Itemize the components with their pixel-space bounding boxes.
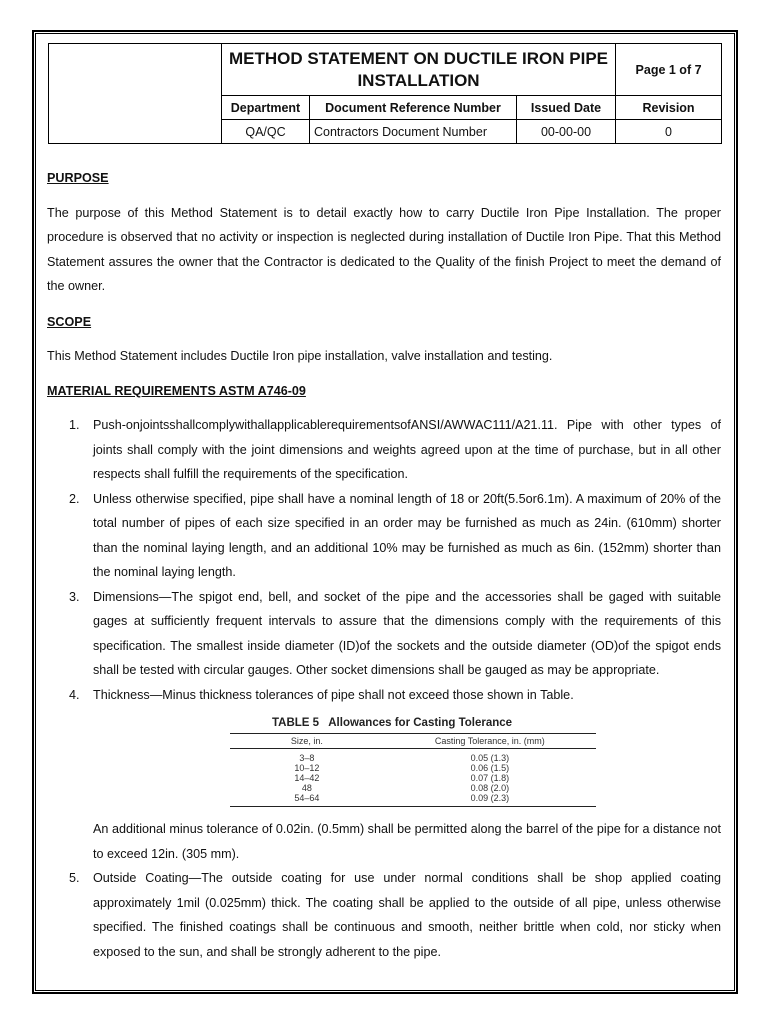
table-title: Allowances for Casting Tolerance xyxy=(328,717,513,729)
list-item-text: Outside Coating—The outside coating for use under normal conditions shall be shop applied coating approximately 1mil (0.025mm) thick. The coating shall be applied to the outside of all pipe, unless otherwise specified. The finished coatings shall be continuous and smooth, neither brittle when cold, nor sticky when exposed to the sun, and shall be strongly adherent to the pipe. xyxy=(93,871,721,959)
table-cell-size: 3–8 xyxy=(299,753,315,763)
table-col-tolerance: Casting Tolerance, in. (mm) xyxy=(384,734,596,749)
list-item xyxy=(47,866,721,964)
table-row xyxy=(230,783,596,793)
document-header xyxy=(48,43,721,143)
table-row xyxy=(230,793,596,807)
table-cell-size: 10–12 xyxy=(294,763,320,773)
table-row xyxy=(230,773,596,783)
list-item-text: Push-onjointsshallcomplywithallapplicablerequirementsofANSI/AWWAC111/A21.11. Pipe with other types of joints shall comply with the joint dimensions and weights agreed upon at the time of purchase, but in all other respects shall fulfill the requirements of the specification. xyxy=(93,418,721,481)
list-item-number: 5. xyxy=(69,871,80,885)
table-cell-tolerance: 0.05 (1.3) xyxy=(470,753,510,763)
requirements-list-continued xyxy=(47,866,721,964)
tolerance-table-grid xyxy=(230,733,596,807)
issued-date-value: 00-00-00 xyxy=(517,120,616,144)
list-item xyxy=(47,413,721,487)
header-col-department: Department xyxy=(222,96,310,120)
table-cell-tolerance: 0.06 (1.5) xyxy=(470,763,510,773)
purpose-heading: PURPOSE xyxy=(47,171,109,185)
list-item xyxy=(47,585,721,683)
header-table xyxy=(48,43,722,144)
list-item-number: 3. xyxy=(69,589,80,604)
list-item xyxy=(47,487,721,585)
table-cell-tolerance: 0.09 (2.3) xyxy=(384,793,596,807)
purpose-text: The purpose of this Method Statement is to detail exactly how to carry Ductile Iron Pipe Installation. The proper procedure is observed that no activity or inspection is neglected during installation of Ductile Iron Pipe. That this Method Statement assures the owner that the Contractor is dedicated to the Quality of the finish Project to meet the demand of the owner. xyxy=(47,205,721,293)
revision-value: 0 xyxy=(616,120,722,144)
table-col-size: Size, in. xyxy=(230,734,384,749)
header-col-issued-date: Issued Date xyxy=(517,96,616,120)
table-cell-size: 48 xyxy=(301,783,312,793)
table-cell-size: 14–42 xyxy=(294,773,320,783)
table-cell-tolerance: 0.08 (2.0) xyxy=(470,783,510,793)
document-title: METHOD STATEMENT ON DUCTILE IRON PIPE INSTALLATION xyxy=(222,44,616,96)
materials-heading: MATERIAL REQUIREMENTS ASTM A746-09 xyxy=(47,383,306,398)
table-cell-size: 54–64 xyxy=(230,793,384,807)
table-row xyxy=(230,749,596,764)
document-body xyxy=(47,166,721,964)
table-caption xyxy=(230,716,596,731)
reference-value: Contractors Document Number xyxy=(310,120,517,144)
list-item-text: Dimensions—The spigot end, bell, and socket of the pipe and the accessories shall be gaged with suitable gages at sufficiently frequent intervals to assure that the dimensions comply with the requirements of this specification. The smallest inside diameter (ID)of the sockets and the outside diameter (OD)of the spigot ends shall be tested with circular gauges. Other socket dimensions shall be gauged as may be appropriate. xyxy=(93,589,721,677)
header-col-reference: Document Reference Number xyxy=(310,96,517,120)
list-item-text: Thickness—Minus thickness tolerances of pipe shall not exceed those shown in Table. xyxy=(93,687,574,702)
list-item-number: 4. xyxy=(69,687,80,702)
casting-tolerance-table xyxy=(230,716,596,807)
list-item-number: 2. xyxy=(69,491,80,506)
list-item xyxy=(47,683,721,708)
requirements-list xyxy=(47,413,721,707)
table-label: TABLE 5 xyxy=(272,717,320,729)
additional-tolerance-text: An additional minus tolerance of 0.02in. (0.5mm) shall be permitted along the barrel of the pipe for a distance not to exceed 12in. (305 mm). xyxy=(93,822,721,861)
department-value: QA/QC xyxy=(222,120,310,144)
logo-area xyxy=(49,44,222,144)
table-row xyxy=(230,763,596,773)
header-col-revision: Revision xyxy=(616,96,722,120)
scope-heading: SCOPE xyxy=(47,314,92,329)
table-cell-tolerance: 0.07 (1.8) xyxy=(470,773,510,783)
list-item-number: 1. xyxy=(69,418,80,432)
page-number: Page 1 of 7 xyxy=(616,44,722,96)
scope-text: This Method Statement includes Ductile Iron pipe installation, valve installation and testing. xyxy=(47,349,553,363)
list-item-text: Unless otherwise specified, pipe shall have a nominal length of 18 or 20ft(5.5or6.1m). A maximum of 20% of the total number of pipes of each size specified in an order may be furnished as much as 24in. (610mm) shorter than the nominal laying length, and an additional 10% may be furnished as much as 6in. (152mm) shorter than the nominal laying length. xyxy=(93,491,721,579)
